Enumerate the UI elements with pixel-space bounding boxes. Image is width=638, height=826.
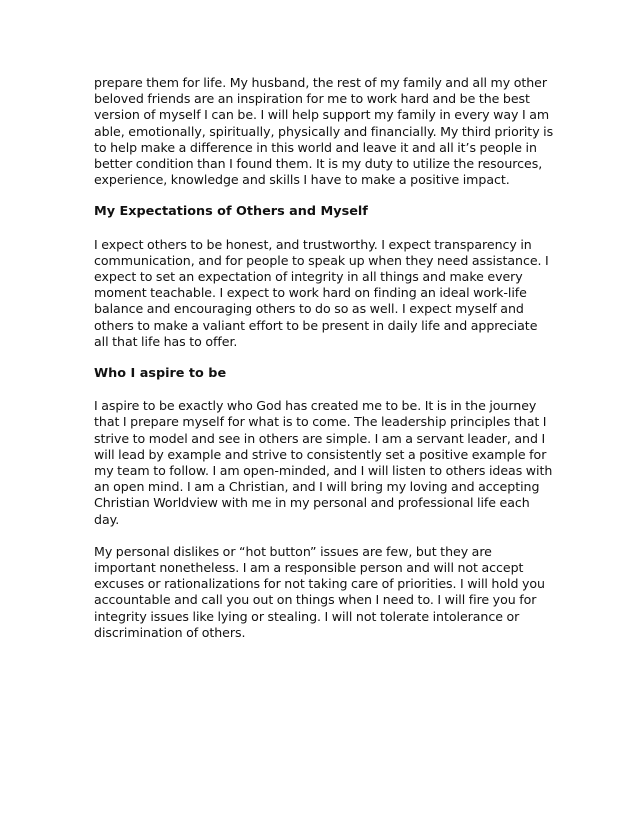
paragraph-expectations: I expect others to be honest, and trustworthy. I expect transparency in communication, and for people to speak up when they need assistance. I expect to set an expectation of integrity in all things and make every moment teachable. I expect to work hard on finding an ideal work-life balance and encouraging others to do so as well. I expect myself and others to make a valiant effort to be present in daily life and appreciate all that life has to offer. — [94, 236, 549, 349]
paragraph-intro: prepare them for life. My husband, the rest of my family and all my other beloved friends are an inspiration for me to work hard and be the best version of myself I can be. I will help support my family in every way I am able, emotionally, spiritually, physically and financially. My third priority is to help make a difference in this world and leave it and all it’s people in better condition than I found them. It is my duty to utilize the resources, experience, knowledge and skills I have to make a positive impact. — [94, 75, 554, 188]
paragraph-dislikes: My personal dislikes or “hot button” issues are few, but they are important nonetheless. I am a responsible person and will not accept excuses or rationalizations for not taking care of priorities. I will hold you accountable and call you out on things when I need to. I will fire you for integrity issues like lying or stealing. I will not tolerate intolerance or discrimination of others. — [94, 543, 545, 640]
heading-expectations: My Expectations of Others and Myself — [94, 204, 368, 220]
heading-aspire: Who I aspire to be — [94, 366, 227, 382]
paragraph-aspire: I aspire to be exactly who God has created me to be. It is in the journey that I prepare myself for what is to come. The leadership principles that I strive to model and see in others are simple. I am a servant leader, and I will lead by example and strive to consistently set a positive example for my team to follow. I am open-minded, and I will listen to others ideas with an open mind. I am a Christian, and I will bring my loving and accepting Christian Worldview with me in my personal and professional life each day. — [94, 398, 553, 527]
document-body — [94, 75, 554, 641]
